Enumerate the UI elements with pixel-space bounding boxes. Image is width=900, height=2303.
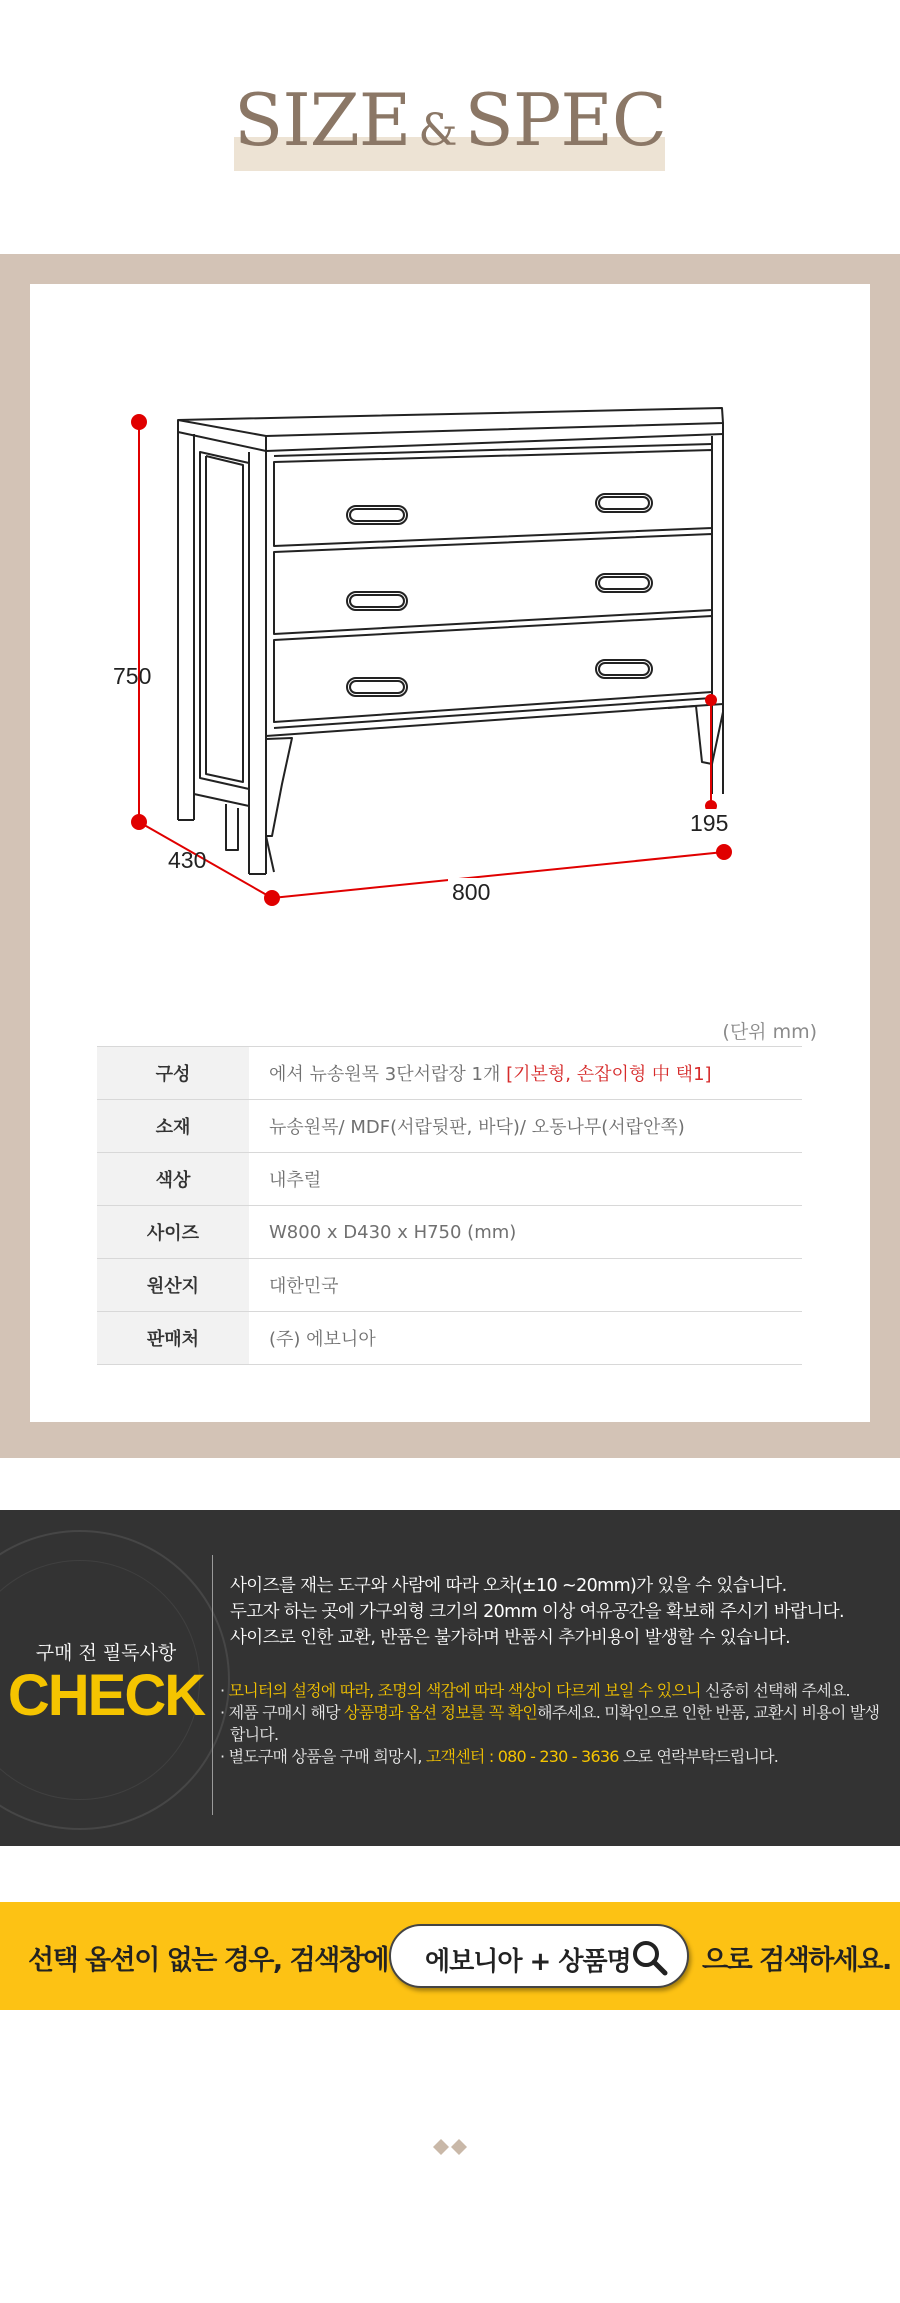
table-row	[97, 1153, 802, 1206]
spec-label: 소재	[97, 1100, 249, 1153]
page-title	[0, 78, 900, 162]
width-label: 800	[452, 879, 491, 905]
width-dim-dot	[717, 845, 731, 859]
dresser-dimension-drawing	[30, 284, 870, 984]
spec-value-text: 에셔 뉴송원목 3단서랍장 1개	[269, 1064, 507, 1085]
height-label: 750	[113, 663, 152, 689]
note-pre: 별도구매 상품을 구매 희망시,	[228, 1747, 426, 1766]
front-leg-right	[668, 706, 723, 764]
table-row	[97, 1047, 802, 1100]
height-dim-top-dot	[132, 415, 146, 429]
search-guide-right-text: 으로 검색하세요.	[702, 1945, 891, 1976]
leg-height-label: 195	[690, 810, 729, 836]
title-section	[0, 0, 900, 254]
check-title: CHECK	[7, 1663, 205, 1728]
depth-label: 430	[168, 847, 207, 873]
spec-panel	[30, 284, 870, 1422]
drawer-3	[274, 616, 712, 722]
unit-note: (단위 mm)	[722, 1021, 817, 1043]
spec-value: 내추럴	[249, 1153, 802, 1206]
spec-frame	[0, 254, 900, 1458]
spec-label: 판매처	[97, 1312, 249, 1365]
spec-value: (주) 에보니아	[249, 1312, 802, 1365]
note-rest: 신중히 선택해 주세요.	[700, 1681, 850, 1700]
check-note	[220, 1746, 892, 1768]
check-line: 사이즈를 재는 도구와 사람에 따라 오차(±10 ~20mm)가 있을 수 있습니다.	[230, 1576, 787, 1596]
check-notes	[220, 1680, 892, 1768]
table-row	[97, 1100, 802, 1153]
search-pill	[389, 1924, 689, 1988]
leg-dim-top-dot	[706, 695, 716, 705]
search-guide-left-text: 선택 옵션이 없는 경우, 검색창에	[28, 1945, 388, 1976]
check-main-text	[230, 1573, 890, 1651]
check-line: 두고자 하는 곳에 가구외형 크기의 20mm 이상 여유공간을 확보해 주시기 바랍니다.	[230, 1602, 845, 1622]
spec-value: 대한민국	[249, 1259, 802, 1312]
note-highlight: 모니터의 설정에 따라, 조명의 색감에 따라 색상이 다르게 보일 수 있으니	[228, 1681, 701, 1700]
check-notice-section	[0, 1510, 900, 1846]
spec-label: 사이즈	[97, 1206, 249, 1259]
spec-value	[249, 1047, 802, 1100]
spec-table	[97, 1046, 802, 1365]
table-row	[97, 1206, 802, 1259]
search-guide-banner	[0, 1902, 900, 2010]
note-rest: 해주세요. 미확인으로 인한 반품, 교환시 비용이 발생합니다.	[230, 1703, 880, 1744]
spec-label: 원산지	[97, 1259, 249, 1312]
front-leg-left	[266, 738, 292, 836]
bullet: ·	[220, 1703, 225, 1722]
dresser-top	[178, 408, 723, 436]
note-pre: 제품 구매시 해당	[228, 1703, 345, 1722]
side-panel-inset	[200, 452, 249, 789]
check-divider	[212, 1555, 213, 1815]
spec-label: 구성	[97, 1047, 249, 1100]
bullet: ·	[220, 1681, 225, 1700]
check-line: 사이즈로 인한 교환, 반품은 불가하며 반품시 추가비용이 발생할 수 있습니다.	[230, 1628, 791, 1648]
note-highlight: 고객센터 : 080 - 230 - 3636	[425, 1747, 619, 1766]
diamond-divider-icon	[432, 2138, 468, 2156]
table-row	[97, 1312, 802, 1365]
spec-value: W800 x D430 x H750 (mm)	[249, 1206, 802, 1259]
search-pill-text: 에보니아 + 상품명	[425, 1947, 631, 1977]
note-rest: 으로 연락부탁드립니다.	[618, 1747, 779, 1766]
title-ampersand: &	[418, 105, 457, 156]
check-note	[220, 1702, 892, 1746]
note-highlight: 상품명과 옵션 정보를 꼭 확인	[344, 1703, 538, 1722]
check-subtitle: 구매 전 필독사항	[35, 1642, 177, 1664]
bullet: ·	[220, 1747, 225, 1766]
table-row	[97, 1259, 802, 1312]
spec-value: 뉴송원목/ MDF(서랍뒷판, 바닥)/ 오동나무(서랍안쪽)	[249, 1100, 802, 1153]
check-note	[220, 1680, 892, 1702]
spec-value-highlight: [기본형, 손잡이형 中 택1]	[506, 1064, 712, 1085]
title-word-spec: SPEC	[464, 78, 666, 162]
search-icon	[631, 1939, 669, 1977]
title-word-size: SIZE	[234, 78, 411, 162]
spec-label: 색상	[97, 1153, 249, 1206]
